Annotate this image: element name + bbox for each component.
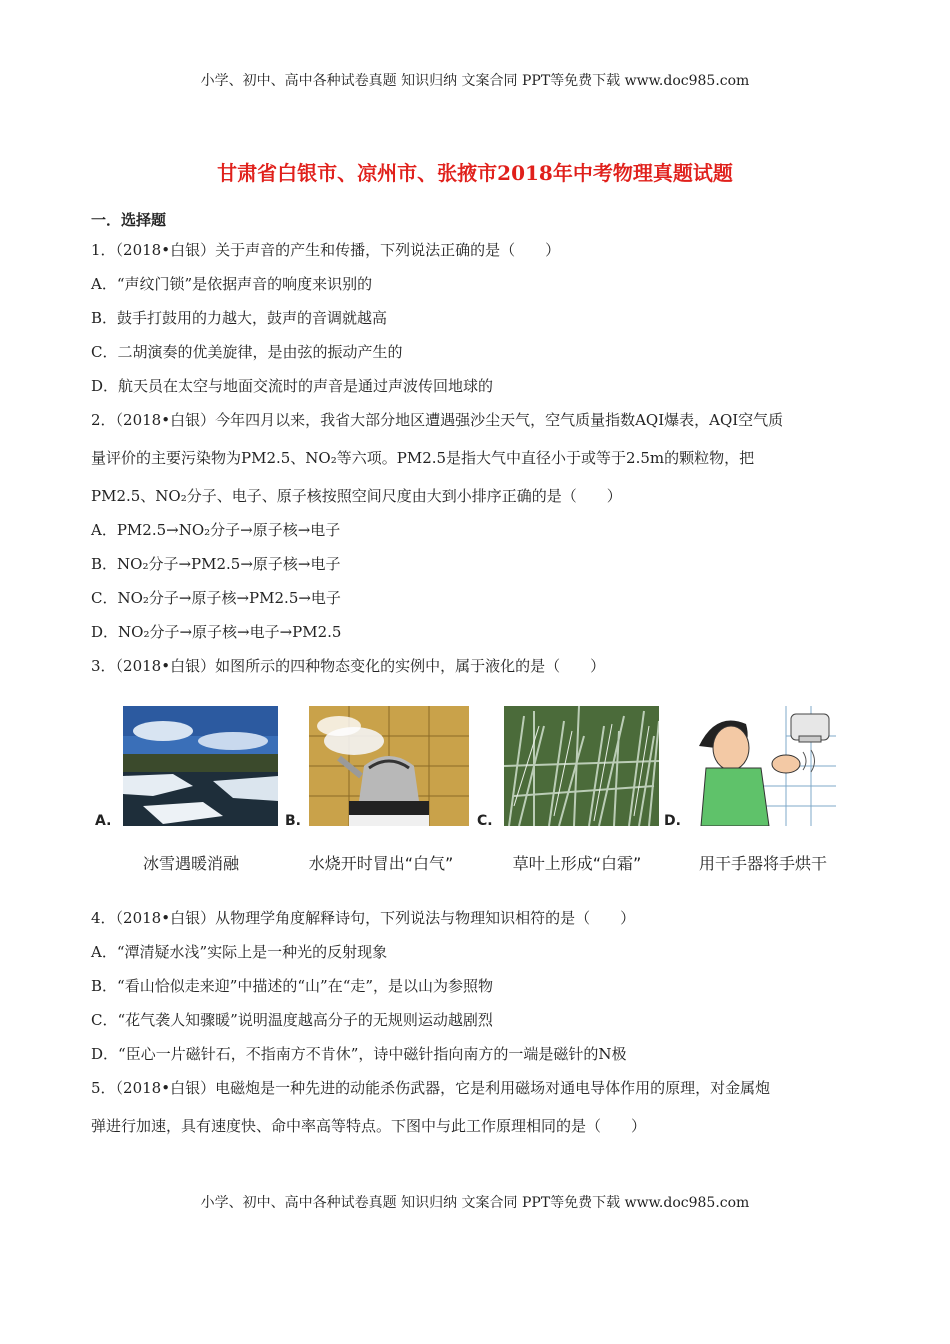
q2-option-b: B．NO₂分子→PM2.5→原子核→电子 — [91, 555, 341, 573]
page-title: 甘肃省白银市、凉州市、张掖市2018年中考物理真题试题 — [217, 161, 733, 185]
figure-b-kettle-steam-image — [309, 706, 467, 828]
q4-option-b: B．“看山恰似走来迎”中描述的“山”在“走”，是以山为参照物 — [91, 977, 494, 995]
q5-stem-line-1: 5．（2018•白银）电磁炮是一种先进的动能杀伤武器，它是利用磁场对通电导体作用的原理，对金属炮 — [91, 1079, 771, 1097]
q2-option-a: A．PM2.5→NO₂分子→原子核→电子 — [91, 521, 341, 539]
q1-option-d: D．航天员在太空与地面交流时的声音是通过声波传回地球的 — [91, 377, 494, 395]
q2-option-c: C．NO₂分子→原子核→PM2.5→电子 — [91, 589, 341, 607]
q2-option-d: D．NO₂分子→原子核→电子→PM2.5 — [91, 623, 342, 641]
figure-c-letter: C. — [477, 813, 493, 829]
q1-option-b: B．鼓手打鼓用的力越大，鼓声的音调就越高 — [91, 309, 388, 327]
q3-figures — [91, 706, 861, 873]
questions-part-2 — [91, 908, 861, 1150]
figure-a-melting-snow-image — [123, 706, 281, 828]
q2-stem-line-3: PM2.5、NO₂分子、电子、原子核按照空间尺度由大到小排序正确的是（ ） — [91, 487, 622, 505]
figure-d-letter: D. — [664, 813, 681, 829]
q1-stem: 1．（2018•白银）关于声音的产生和传播，下列说法正确的是（ ） — [91, 241, 561, 259]
page-footer: 小学、初中、高中各种试卷真题 知识归纳 文案合同 PPT等免费下载 www.doc985.com — [200, 1195, 750, 1211]
q3-stem: 3．（2018•白银）如图所示的四种物态变化的实例中，属于液化的是（ ） — [91, 657, 606, 675]
q4-option-c: C．“花气袭人知骤暖”说明温度越高分子的无规则运动越剧烈 — [91, 1011, 493, 1029]
q4-stem: 4．（2018•白银）从物理学角度解释诗句，下列说法与物理知识相符的是（ ） — [91, 909, 636, 927]
q4-option-d: D．“臣心一片磁针石，不指南方不肯休”，诗中磁针指向南方的一端是磁针的N极 — [91, 1045, 627, 1063]
q4-option-a: A．“潭清疑水浅”实际上是一种光的反射现象 — [91, 943, 388, 961]
figure-d-hand-dryer-image — [691, 706, 849, 828]
q1-option-c: C．二胡演奏的优美旋律，是由弦的振动产生的 — [91, 343, 403, 361]
figure-d-label: 用干手器将手烘干 — [698, 854, 827, 873]
figure-c-label: 草叶上形成“白霜” — [512, 854, 642, 873]
section-heading: 一．选择题 — [91, 211, 167, 229]
page-header: 小学、初中、高中各种试卷真题 知识归纳 文案合同 PPT等免费下载 www.doc985.com — [200, 73, 750, 89]
figure-a-label: 冰雪遇暖消融 — [142, 854, 239, 873]
figure-b-label: 水烧开时冒出“白气” — [308, 854, 454, 873]
figure-a-letter: A. — [95, 813, 112, 829]
figure-c-frost-grass-image — [504, 706, 662, 828]
q5-stem-line-2: 弹进行加速，具有速度快、命中率高等特点。下图中与此工作原理相同的是（ ） — [91, 1117, 647, 1135]
q2-stem-line-2: 量评价的主要污染物为PM2.5、NO₂等六项。PM2.5是指大气中直径小于或等于2.5m的颗粒物，把 — [91, 449, 755, 467]
q1-option-a: A．“声纹门锁”是依据声音的响度来识别的 — [91, 275, 373, 293]
questions-part-1 — [91, 210, 861, 690]
q2-stem-line-1: 2．（2018•白银）今年四月以来，我省大部分地区遭遇强沙尘天气，空气质量指数AQI爆表，AQI空气质 — [91, 411, 784, 429]
figure-b-letter: B. — [285, 813, 301, 829]
